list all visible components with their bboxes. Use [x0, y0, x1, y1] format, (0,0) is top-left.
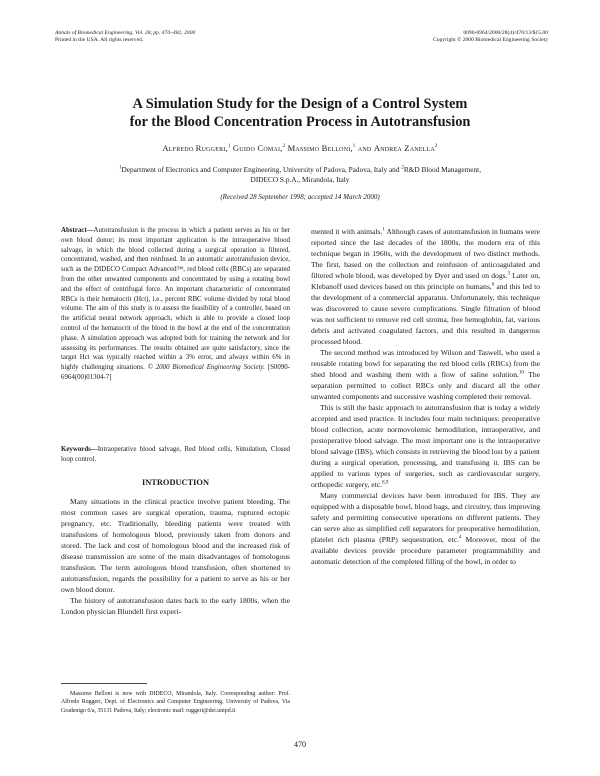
introduction-body — [61, 496, 290, 617]
received-dates: (Received 28 September 1998; accepted 14 March 2000) — [220, 193, 380, 201]
print-notice: Printed in the USA. All rights reserved. — [55, 37, 144, 44]
citation-marker: 6 — [491, 282, 495, 288]
text-run: Although cases of autotransfusion in humans were reported since the last decades of the 1800s, the modern era of this technique began in 1960s, with the development of two distinct methods. The first, based on the collection and reinfusion of anticoagulated and filtered whole blood, was developed by Dyer and used on dogs. — [311, 227, 540, 280]
text-run: Moreover, most of the available devices provide procedure parameter programmability and automatic detection of the completed filling of the bowl, in order to — [311, 535, 540, 566]
text-run: The separation permitted to collect RBCs only and discard all the other unwanted components and successive washing completed their removal. — [311, 370, 540, 401]
abstract-paragraph — [61, 226, 290, 383]
footnote-rule — [61, 683, 147, 684]
affiliation-2: R&D Blood Management, — [403, 165, 482, 174]
citation-marker: 10 — [518, 370, 524, 376]
journal-citation: Annals of Biomedical Engineering, Vol. 28, pp. 470–482, 2000 — [55, 30, 196, 36]
footnote — [61, 690, 290, 715]
issn-code: 0090-6964/2000/28(4)/470/13/$15.00 — [463, 30, 548, 36]
text-run: The second method was introduced by Wilson and Taswell, who used a reusable rotating bowl for separating the red blood cells (RBCs) from the shed blood and washing them with a flow of saline solution. — [311, 348, 540, 379]
copyright-notice: Copyright © 2000 Biomedical Engineering Society — [432, 37, 548, 44]
text-run: Later on, Klebanoff used devices based on this principle on humans, — [311, 271, 540, 291]
keywords-label: Keywords— — [61, 446, 98, 453]
keywords-text: Intraoperative blood salvage, Red blood cells, Simulation, Closed loop control. — [61, 446, 290, 463]
text-run: This is still the basic approach to autotransfusion that is today a widely accepted and used practice. It includes four main techniques: preoperative blood collection, acute normovolemic hemodilution, intraoperative, and postoperative blood salvage. The most important one is the intraoperative blood salvage (IBS), which consists in retrieving the blood lost by a patient during a surgical operation, processing, and transfusing it. IBS can be applied to various types of surgeries, such as cardiovascular surgery, orthopedic surgery, etc. — [311, 403, 540, 489]
abstract — [61, 226, 290, 383]
intro-paragraph-1: Many situations in the clinical practice involve patient bleeding. The most common cases are surgical operation, trauma, ruptured ectopic pregnancy, etc. Traditionally, bleeding patients were treated with transfusions of homologous blood, previously taken from donors and stored. The lack and cost of homologous blood and the increased risk of disease transmission are some of the main disadvantages of homologous transfusion. The term autologous blood transfusion, often shortened to autotransfusion, regards the possibility for a patient to serve as his or her own blood donor. — [61, 497, 290, 594]
affiliation-line-2: DIDECO S.p.A., Mirandola, Italy — [250, 175, 350, 185]
right-column-body — [311, 226, 540, 567]
intro-paragraph-2: The history of autotransfusion dates back to the early 1800s, when the London physician Blundell first experi- — [61, 596, 290, 616]
keywords-paragraph — [61, 445, 290, 465]
text-run: mented it with animals. — [311, 227, 383, 236]
page-number: 470 — [294, 740, 306, 749]
title-line-2: for the Blood Concentration Process in Autotransfusion — [129, 114, 471, 130]
right-paragraph-2 — [311, 347, 540, 402]
journal-header — [55, 30, 195, 45]
citation-marker: 4 — [458, 535, 462, 541]
copyright-header — [433, 30, 548, 45]
right-paragraph-4 — [311, 490, 540, 567]
author-4-affil: 2 — [434, 144, 438, 150]
abstract-text: Autotransfusion is the process in which a patient serves as his or her own blood donor; its most important application is the intraoperative blood salvage, in which the blood collected during a surgical operation is filtered, concentrated, washed, and then reinfused. In an automatic autotransfusion device, such as the DIDECO Compact Advanced™, red blood cells (RBCs) are separated from the other unwanted components and concentrated by using a rotating bowl and the effect of centrifugal force. An important characteristic of concentrated RBCs is their hematocrit (Hct), i.e., percent RBC volume divided by total blood volume. The aim of this study is to assess the feasibility of a controller, based on the artificial neural network approach, which is able to provide a closed loop control of the hematocrit of the blood in the bowl at the end of the concentration phase. A simulation approach was adopted both for training the network and for assessing its performances. The results obtained are quite satisfactory, since the target Hct was typically reached within a 3% error, and always within 6% in highly challenging situations. — [61, 227, 290, 372]
author-list — [40, 143, 560, 153]
citation-marker: 1 — [382, 227, 385, 233]
author-3: Massimo Belloni, — [287, 143, 353, 153]
author-4: Andrea Zanella — [373, 143, 435, 153]
right-paragraph-3 — [311, 402, 540, 490]
affiliation-line-1 — [80, 165, 520, 175]
section-heading-introduction: INTRODUCTION — [141, 478, 209, 487]
affiliations — [80, 165, 520, 186]
keywords — [61, 445, 290, 465]
abstract-copyright: © 2000 Biomedical Engineering Society. — [144, 364, 265, 372]
abstract-code: [S0090-6964(00)01304-7] — [61, 364, 291, 381]
text-run: and this led to the development of a commercial apparatus. Unfortunately, this technique was discovered to cause severe complications. Single filtration of blood was not sufficient to remove red cell stroma, free hemoglobin, fat, various debris and activated coagulated factors, and this resulted in dangerous processed blood. — [311, 282, 540, 346]
footnote-text: Massimo Belloni is now with DIDECO, Mirandola, Italy. Corresponding author: Prof. Alfredo Ruggeri, Dept. of Electronics and Computer Engineering, University of Padova, Via Gradenigo 6/a, 35131 Padova, Italy; electronic mail: ruggeri@dei.unipd.it — [61, 691, 290, 714]
affiliation-1: Department of Electronics and Computer Engineering, University of Padova, Padova, Italy and — [121, 165, 402, 174]
author-2: Guido Comai, — [232, 143, 283, 153]
title-line-1: A Simulation Study for the Design of a Control System — [132, 96, 468, 112]
abstract-label: Abstract— — [61, 227, 94, 234]
paper-title — [40, 95, 560, 131]
citation-marker: 8,9 — [382, 480, 389, 486]
author-1: Alfredo Ruggeri, — [162, 143, 228, 153]
affil-marker-1: 1 — [118, 165, 122, 171]
right-paragraph-1 — [311, 226, 540, 347]
citation-marker: 3 — [507, 271, 511, 277]
affil-marker-2: 2 — [401, 165, 404, 171]
author-3-affil: 1 — [352, 144, 356, 150]
author-2-affil: 2 — [282, 144, 286, 150]
author-and: and — [357, 143, 372, 153]
text-run: Many commercial devices have been introduced for IBS. They are equipped with a disposable bowl, blood bags, and circuitry, thus improving safety and permitting consecutive operations on different patients. They can serve also as simplified cell separators for preoperative hemodilution, platelet rich plasma (PRP) sequestration, etc. — [311, 491, 540, 544]
author-1-affil: 1 — [227, 144, 231, 150]
